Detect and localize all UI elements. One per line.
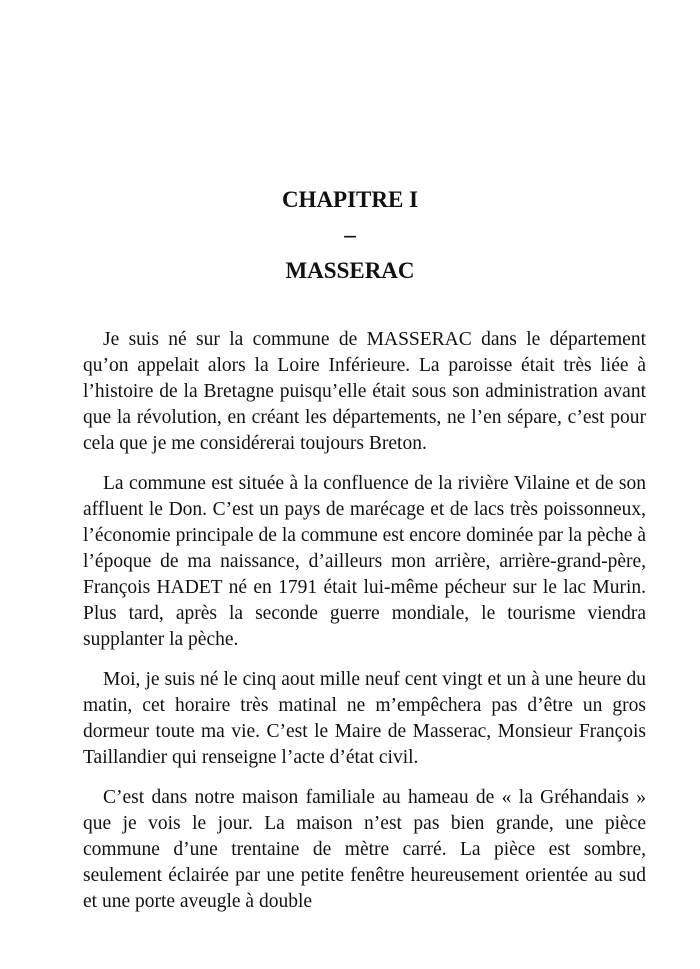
chapter-name: MASSERAC — [285, 258, 415, 283]
paragraph-1: Je suis né sur la commune de MASSERAC dans le département qu’on appelait alors la Loire Inférieure. La paroisse était très liée à l’histoire de la Bretagne puisqu’elle était sous son administration avant que la révolution, en créant les départements, ne l’en sépare, c’est pour cela que je me considérerai toujours Breton. — [83, 329, 646, 454]
paragraph-3: Moi, je suis né le cinq aout mille neuf cent vingt et un à une heure du matin, cet horaire très matinal ne m’empêchera pas d’être un gros dormeur toute ma vie. C’est le Maire de Masserac, Monsieur François Taillandier qui renseigne l’acte d’état civil. — [83, 669, 646, 768]
paragraph-4: C’est dans notre maison familiale au hameau de « la Gréhandais » que je vois le jour. La maison n’est pas bien grande, une pièce commune d’une trentaine de mètre carré. La pièce est sombre, seulement éclairée par une petite fenêtre heureusement orientée au sud et une porte aveugle à double — [83, 787, 646, 912]
chapter-title: CHAPITRE I — [281, 187, 419, 212]
chapter-separator: – — [344, 222, 356, 247]
paragraph-2: La commune est située à la confluence de la rivière Vilaine et de son affluent le Don. C’est un pays de marécage et de lacs très poissonneux, l’économie principale de la commune est encore dominée par la pèche à l’époque de ma naissance, d’ailleurs mon arrière, arrière-grand-père, François HADET né en 1791 était lui-même pécheur sur le lac Murin. Plus tard, après la seconde guerre mondiale, le tourisme viendra supplanter la pèche. — [83, 473, 646, 650]
body-text — [83, 327, 646, 929]
